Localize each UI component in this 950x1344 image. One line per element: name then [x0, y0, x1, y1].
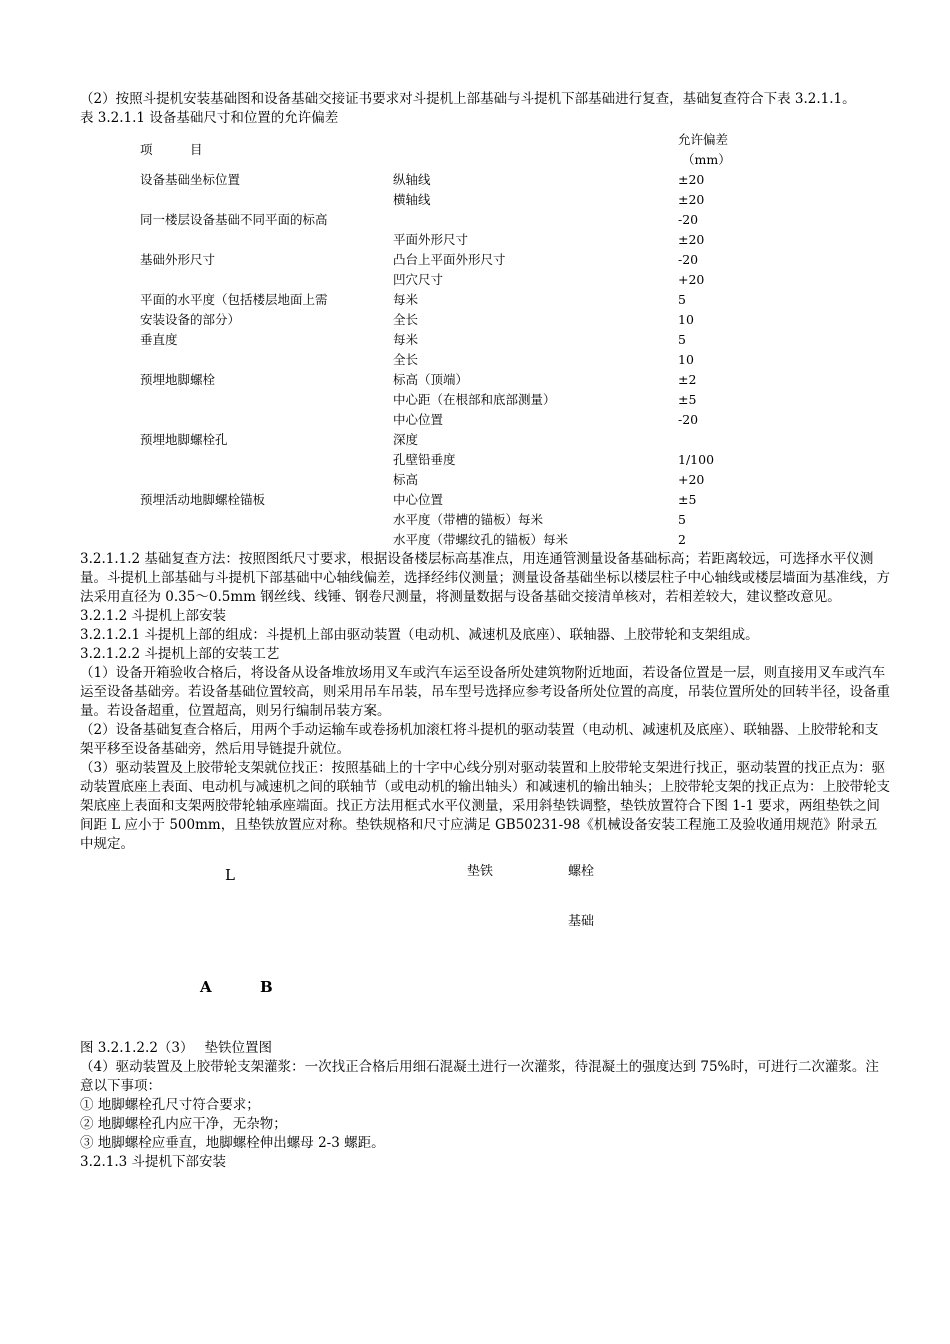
body-section-a: [80, 550, 890, 854]
body-paragraph: （2）设备基础复查合格后，用两个手动运输车或卷扬机加滚杠将斗提机的驱动装置（电动机、减速机及底座）、联轴器、上胶带轮和支架平移至设备基础旁，然后用导链提升就位。: [80, 722, 879, 757]
row-item: [140, 190, 393, 210]
body-paragraph: ② 地脚螺栓孔内应干净，无杂物；: [80, 1116, 287, 1132]
table-row: [140, 270, 798, 290]
header-tolerance-line2: （mm）: [682, 152, 731, 167]
row-item: [140, 230, 393, 250]
row-subitem: 孔壁铅垂度: [393, 452, 456, 467]
row-item: [140, 470, 393, 490]
row-subitem: 全长: [393, 352, 419, 367]
row-item: 预埋地脚螺栓: [140, 372, 216, 387]
table-row: [140, 510, 798, 530]
row-item: [140, 350, 393, 370]
table-row: [140, 490, 798, 510]
row-subitem: 纵轴线: [393, 172, 431, 187]
table-caption: 表 3.2.1.1 设备基础尺寸和位置的允许偏差: [80, 110, 339, 126]
row-tolerance: ±20: [678, 172, 705, 187]
document-page: [80, 90, 890, 1172]
row-subitem: 凹穴尺寸: [393, 272, 444, 287]
table-row: [140, 390, 798, 410]
body-paragraph: ③ 地脚螺栓应垂直，地脚螺栓伸出螺母 2-3 螺距。: [80, 1135, 385, 1151]
body-paragraph: 3.2.1.3 斗提机下部安装: [80, 1154, 227, 1170]
table-body: [140, 170, 798, 550]
row-item: 设备基础坐标位置: [140, 172, 241, 187]
row-item: [140, 390, 393, 410]
body-paragraph: （3）驱动装置及上胶带轮支架就位找正：按照基础上的十字中心线分别对驱动装置和上胶带轮支架进行找正，驱动装置的找正点为：驱动装置底座上表面、电动机与减速机之间的联轴节（或电动机的输出轴头）和减速机的输出轴头；上胶带轮支架的找正点为：上胶带轮支架底座上表面和支架两胶带轮轴承座端面。找正方法用框式水平仪测量，采用斜垫铁调整，垫铁放置符合下图 1-1 要求，两组垫铁之间间距 L 应小于 500mm，且垫铁放置应对称。垫铁规格和尺寸应满足 GB50231-98《机械设备安装工程施工及验收通用规范》附录五中规定。: [80, 760, 890, 852]
row-tolerance: +20: [678, 272, 705, 287]
row-item: [140, 450, 393, 470]
figure-label-b: B: [260, 978, 273, 996]
row-tolerance: 5: [678, 292, 686, 307]
tolerance-table: [140, 130, 798, 550]
table-row: [140, 530, 798, 550]
row-tolerance: [678, 430, 798, 450]
table-row: [140, 170, 798, 190]
row-subitem: 深度: [393, 432, 419, 447]
table-row: [140, 190, 798, 210]
row-subitem: 平面外形尺寸: [393, 232, 469, 247]
body-paragraph: 3.2.1.2.1 斗提机上部的组成：斗提机上部由驱动装置（电动机、减速机及底座）、联轴器、上胶带轮和支架组成。: [80, 627, 759, 643]
header-tolerance-line1: 允许偏差: [678, 132, 729, 147]
body-paragraph: （4）驱动装置及上胶带轮支架灌浆：一次找正合格后用细石混凝土进行一次灌浆，待混凝土的强度达到 75%时，可进行二次灌浆。注意以下事项：: [80, 1059, 879, 1094]
row-tolerance: ±20: [678, 232, 705, 247]
row-tolerance: -20: [678, 212, 699, 227]
figure-label-bolt: 螺栓: [568, 864, 595, 879]
row-item: 安装设备的部分）: [140, 312, 241, 327]
row-tolerance: -20: [678, 412, 699, 427]
figure-label-base: 基础: [568, 914, 595, 929]
table-row: [140, 450, 798, 470]
row-subitem: 每米: [393, 292, 419, 307]
row-subitem: 中心位置: [393, 412, 444, 427]
row-subitem: 每米: [393, 332, 419, 347]
row-item: 同一楼层设备基础不同平面的标高: [140, 212, 328, 227]
row-subitem: 水平度（带螺纹孔的锚板）每米: [393, 532, 569, 547]
table-row: [140, 210, 798, 230]
row-tolerance: ±2: [678, 372, 697, 387]
row-subitem: 全长: [393, 312, 419, 327]
figure-label-l: L: [225, 866, 235, 884]
row-item: [140, 410, 393, 430]
table-row: [140, 350, 798, 370]
row-item: 预埋活动地脚螺栓锚板: [140, 492, 266, 507]
row-subitem: 中心位置: [393, 492, 444, 507]
row-item: 基础外形尺寸: [140, 252, 216, 267]
row-subitem: 中心距（在根部和底部测量）: [393, 392, 556, 407]
body-paragraph: （1）设备开箱验收合格后，将设备从设备堆放场用叉车或汽车运至设备所处建筑物附近地面，若设备位置是一层，则直接用叉车或汽车运至设备基础旁。若设备基础位置较高，则采用吊车吊装，吊车型号选择应参考设备所处位置的高度，吊装位置所处的回转半径，设备重量。若设备超重，位置超高，则另行编制吊装方案。: [80, 665, 890, 719]
row-item: 预埋地脚螺栓孔: [140, 432, 228, 447]
table-row: [140, 230, 798, 250]
table-row: [140, 330, 798, 350]
pad-position-figure: [80, 854, 890, 1039]
figure-label-pad: 垫铁: [467, 864, 494, 879]
row-item: [140, 510, 393, 530]
row-subitem: 水平度（带槽的锚板）每米: [393, 512, 544, 527]
row-tolerance: +20: [678, 472, 705, 487]
figure-caption: 图 3.2.1.2.2（3） 垫铁位置图: [80, 1040, 273, 1056]
row-subitem: [393, 210, 678, 230]
table-row: [140, 470, 798, 490]
row-subitem: 横轴线: [393, 192, 431, 207]
intro-paragraph: （2）按照斗提机安装基础图和设备基础交接证书要求对斗提机上部基础与斗提机下部基础进行复查，基础复查符合下表 3.2.1.1。: [80, 91, 856, 107]
row-item: 垂直度: [140, 332, 178, 347]
table-row: [140, 430, 798, 450]
row-tolerance: ±20: [678, 192, 705, 207]
table-row: [140, 250, 798, 270]
body-section-b: [80, 1058, 890, 1172]
row-item: [140, 530, 393, 550]
row-tolerance: 2: [678, 532, 686, 547]
row-tolerance: 5: [678, 512, 686, 527]
row-subitem: 凸台上平面外形尺寸: [393, 252, 506, 267]
body-paragraph: 3.2.1.2.2 斗提机上部的安装工艺: [80, 646, 280, 662]
row-tolerance: ±5: [678, 392, 697, 407]
row-tolerance: 10: [678, 352, 694, 367]
header-tolerance: [678, 130, 798, 170]
table-row: [140, 370, 798, 390]
table-row: [140, 310, 798, 330]
figure-label-a: A: [200, 978, 212, 996]
row-subitem: 标高: [393, 472, 419, 487]
header-item: 项 目: [140, 142, 203, 157]
row-item: 平面的水平度（包括楼层地面上需: [140, 292, 328, 307]
row-subitem: 标高（顶端）: [393, 372, 469, 387]
body-paragraph: 3.2.1.1.2 基础复查方法：按照图纸尺寸要求，根据设备楼层标高基准点，用连通管测量设备基础标高；若距离较远，可选择水平仪测量。斗提机上部基础与斗提机下部基础中心轴线偏差，选择经纬仪测量；测量设备基础坐标以楼层柱子中心轴线或楼层墙面为基准线，方法采用直径为 0.35～0.5mm 钢丝线、线锤、钢卷尺测量，将测量数据与设备基础交接清单核对，若相差较大，建议整改意见。: [80, 551, 890, 605]
body-paragraph: 3.2.1.2 斗提机上部安装: [80, 608, 227, 624]
table-row: [140, 410, 798, 430]
row-tolerance: 5: [678, 332, 686, 347]
row-item: [140, 270, 393, 290]
table-header-row: [140, 130, 798, 170]
row-tolerance: -20: [678, 252, 699, 267]
body-paragraph: ① 地脚螺栓孔尺寸符合要求；: [80, 1097, 260, 1113]
row-tolerance: 10: [678, 312, 694, 327]
table-row: [140, 290, 798, 310]
row-tolerance: ±5: [678, 492, 697, 507]
row-tolerance: 1/100: [678, 452, 715, 467]
